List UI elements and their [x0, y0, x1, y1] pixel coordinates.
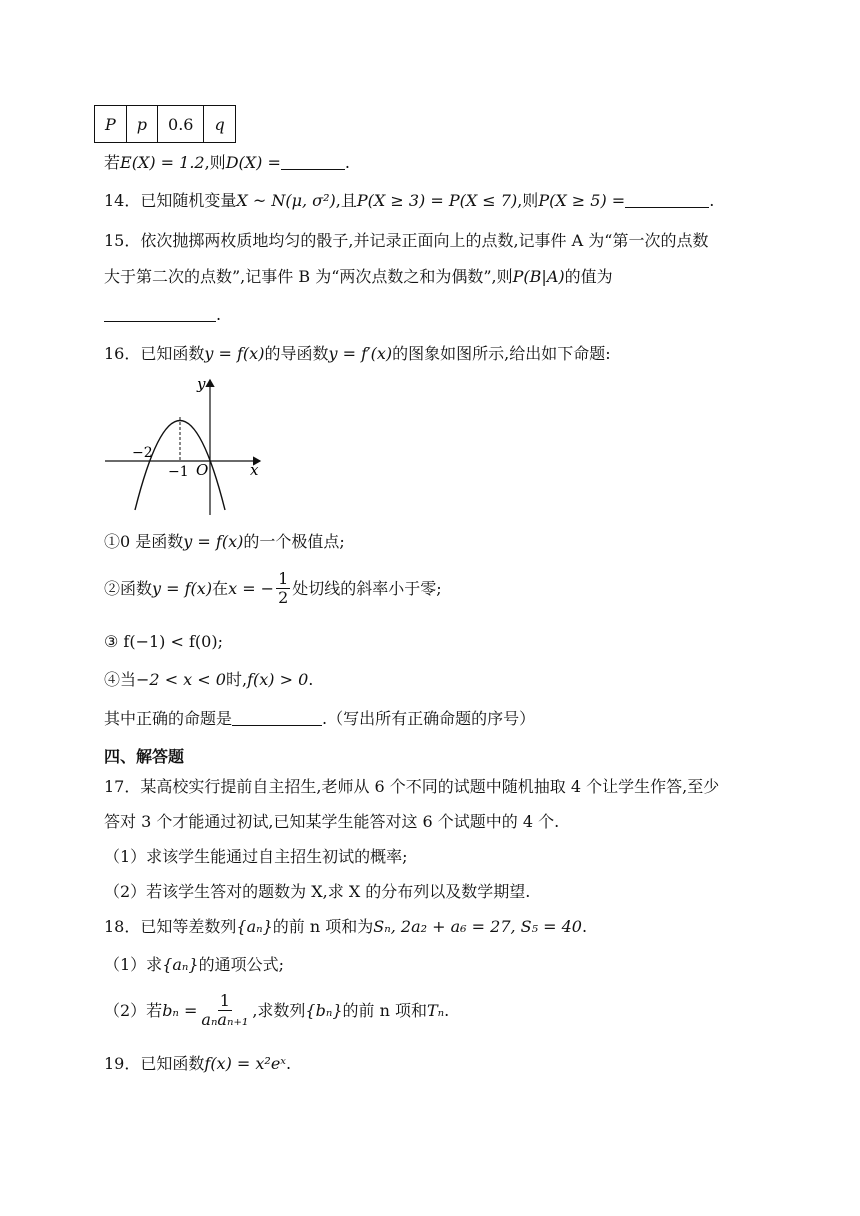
q15-line-2: [104, 266, 613, 288]
q13-line: [104, 152, 350, 174]
q15-conditional-prob: P(B|A): [512, 267, 565, 286]
q14-end: .: [709, 191, 715, 210]
q15-line-1: 15．依次抛掷两枚质地均匀的骰子,并记录正面向上的点数,记事件 A 为“第一次的点数: [104, 231, 709, 250]
q18-text: 的前 n 项和: [342, 1000, 427, 1020]
q13-end: .: [344, 153, 350, 172]
table-cell: 0.6: [158, 106, 204, 143]
q14-text: ,则: [517, 191, 539, 210]
q13-text: ,则: [204, 153, 226, 172]
q16-function: y = f(x): [204, 344, 265, 363]
q15-line-3: [104, 304, 221, 326]
q13-expectation: E(X) = 1.2: [120, 153, 205, 172]
section-heading: 四、解答题: [104, 747, 185, 766]
q16-derivative: y = f′(x): [328, 344, 393, 363]
q14-text: ,且: [335, 191, 357, 210]
q18-text: （1）求: [104, 955, 163, 974]
q18-end: .: [581, 917, 588, 936]
q18-condition: , S₅ = 40: [510, 917, 582, 936]
answer-blank: [281, 154, 345, 170]
q18-end: .: [444, 1000, 450, 1020]
q16-item-text: 时,: [225, 670, 248, 689]
q16-item-expr: ③ f(−1) < f(0);: [104, 632, 223, 651]
y-axis-label: y: [197, 375, 206, 393]
fraction-numerator: 1: [219, 991, 230, 1010]
fraction-numerator: 1: [278, 569, 289, 588]
q16-item-text: .: [308, 670, 314, 689]
q16-item-expr: y = f(x): [183, 532, 244, 551]
q14-ask: P(X ≥ 5) =: [538, 191, 626, 210]
answer-blank: [232, 710, 322, 726]
q16-item-text: ④当: [104, 670, 137, 689]
q16-item-text: 的一个极值点;: [243, 532, 345, 551]
q17-line-2: 答对 3 个才能通过初试,已知某学生能答对这 6 个试题中的 4 个.: [104, 812, 560, 831]
q16-item-expr: x = −: [228, 578, 275, 598]
q18-sequence: {aₙ}: [236, 917, 273, 936]
fraction-denominator: 2: [278, 588, 289, 607]
q16-text: 的图象如图所示,给出如下命题:: [392, 344, 611, 363]
fraction: [199, 992, 250, 1029]
q16-item-2: [104, 570, 442, 607]
q15-text: 大于第二次的点数”,记事件 B 为“两次点数之和为偶数”,则: [104, 267, 513, 286]
q18-part-1: [104, 954, 284, 976]
table-cell: q: [204, 106, 235, 143]
fraction-denominator: aₙaₙ₊₁: [201, 1010, 249, 1029]
q16-item-text: 在: [212, 578, 229, 598]
q18-text: ,求数列: [252, 1000, 306, 1020]
q16-item-expr: y = f(x): [152, 578, 213, 598]
table-cell: P: [95, 106, 127, 143]
q16-line: [104, 343, 611, 365]
q16-item-4: [104, 669, 313, 691]
q14-condition: P(X ≥ 3) = P(X ≤ 7): [356, 191, 518, 210]
q16-ask-text: 其中正确的命题是: [104, 709, 233, 728]
origin-label: O: [196, 461, 209, 479]
q15-end: .: [216, 305, 222, 324]
q14-text: 已知随机变量: [140, 191, 237, 210]
tick-label-neg1: −1: [168, 464, 189, 480]
fraction: [276, 570, 290, 607]
q16-item-expr: f(x) > 0: [247, 670, 309, 689]
q13-text: 若: [104, 153, 121, 172]
table-row: [95, 106, 236, 143]
q18-text: （2）若: [104, 1000, 163, 1020]
q19-function: f(x) = x²eˣ: [204, 1054, 286, 1073]
q14-line: [104, 190, 714, 212]
q19-end: .: [285, 1054, 292, 1073]
q13-variance: D(X) =: [225, 153, 281, 172]
distribution-table: [94, 105, 236, 143]
q15-text: 的值为: [564, 267, 613, 286]
q16-item-text: ①0 是函数: [104, 532, 184, 551]
q18-text: 已知等差数列: [140, 917, 237, 936]
q16-text: 的导函数: [264, 344, 329, 363]
question-number: 18．: [104, 917, 141, 936]
question-number: 19．: [104, 1054, 141, 1073]
q18-part-2: [104, 992, 449, 1029]
q16-item-text: ②函数: [104, 578, 153, 598]
q18-sum: Sₙ: [373, 917, 391, 936]
x-axis-label: x: [250, 461, 259, 479]
question-number: 16．: [104, 344, 141, 363]
q19-text: 已知函数: [140, 1054, 205, 1073]
q14-normal-dist: X ~ N(μ, σ²): [236, 191, 336, 210]
q19-line: [104, 1053, 291, 1075]
q18-bn: bₙ =: [162, 1000, 198, 1020]
q16-ask: [104, 708, 535, 730]
q17-line-1: 17．某高校实行提前自主招生,老师从 6 个不同的试题中随机抽取 4 个让学生作答,至少: [104, 777, 720, 796]
q16-text: 已知函数: [140, 344, 205, 363]
answer-blank: [104, 306, 216, 322]
q17-part-1: （1）求该学生能通过自主招生初试的概率;: [104, 847, 408, 866]
q16-item-expr: −2 < x < 0: [136, 670, 226, 689]
table-cell: p: [126, 106, 157, 143]
answer-blank: [625, 192, 709, 208]
q16-item-3: [104, 631, 223, 653]
q16-item-text: 处切线的斜率小于零;: [292, 578, 442, 598]
question-number: 14．: [104, 191, 141, 210]
q18-sequence: {aₙ}: [162, 955, 199, 974]
q18-tn: Tₙ: [426, 1000, 445, 1020]
q18-sequence: {bₙ}: [305, 1000, 343, 1020]
q17-part-2: （2）若该学生答对的题数为 X,求 X 的分布列以及数学期望.: [104, 882, 531, 901]
q16-item-1: [104, 531, 345, 553]
derivative-graph: [100, 375, 270, 520]
q18-line: [104, 916, 587, 938]
q16-ask-text: .（写出所有正确命题的序号）: [322, 709, 536, 728]
q18-condition: , 2a₂ + a₆ = 27: [390, 917, 511, 936]
q18-text: 的前 n 项和为: [272, 917, 374, 936]
tick-label-neg2: −2: [132, 445, 153, 461]
q18-text: 的通项公式;: [198, 955, 284, 974]
